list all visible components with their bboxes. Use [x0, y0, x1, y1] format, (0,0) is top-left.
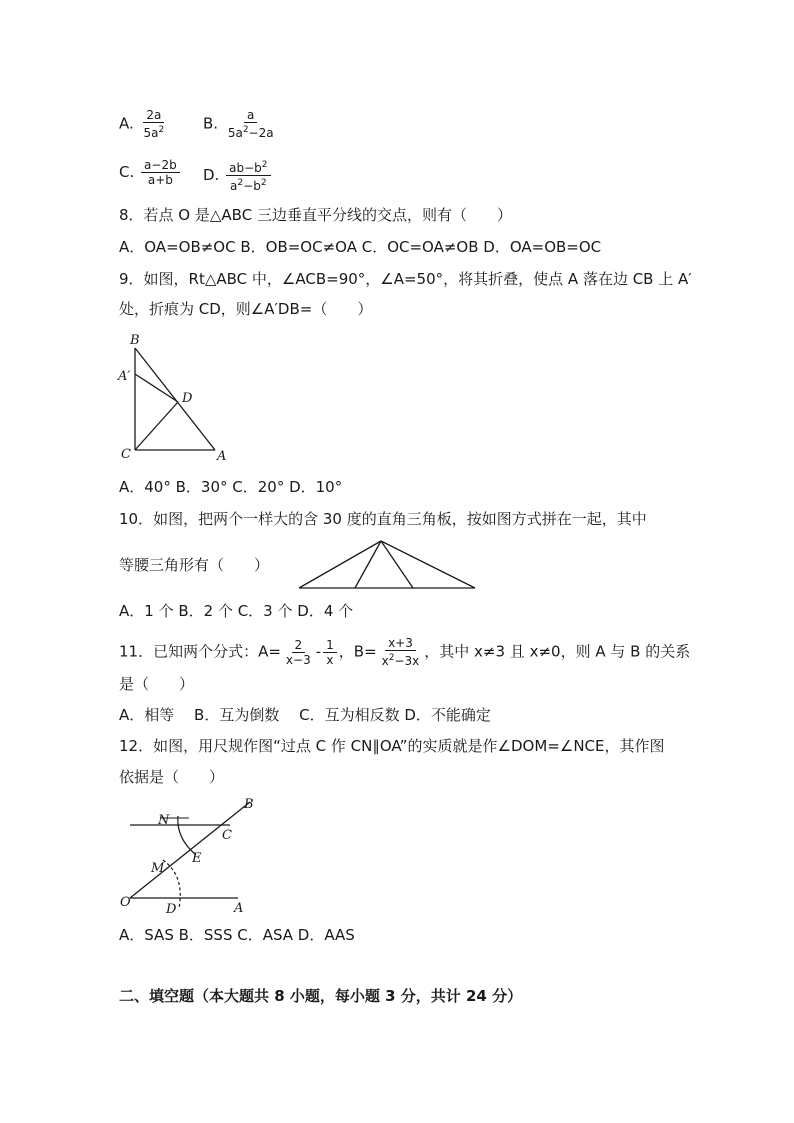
q7-a-den-exp: 2: [158, 125, 165, 135]
q9-stem-line1: 9．如图，Rt△ABC 中，∠ACB=90°，∠A=50°，将其折叠，使点 A 落在边 CB 上 A′: [119, 270, 692, 288]
q9-label-a-prime: A′: [118, 369, 131, 384]
q7-option-a-fraction: [141, 108, 168, 140]
q7-option-c-label: C.: [119, 163, 135, 181]
q7-option-a: [119, 108, 169, 140]
q7-b-den-base: 5a: [227, 126, 243, 140]
q11-stem-post: ，其中 x≠3 且 x≠0，则 A 与 B 的关系: [424, 642, 691, 661]
q7-d-den-mid: −b: [243, 179, 261, 193]
q9-label-c: C: [121, 447, 131, 462]
q7-option-a-label: A.: [119, 114, 134, 133]
q11-fraction-1: [283, 638, 314, 667]
q11-mid: ，B=: [338, 642, 377, 661]
q11-stem: [119, 636, 690, 666]
q10-options: A．1 个 B．2 个 C．3 个 D．4 个: [119, 602, 354, 620]
q11-f3-numerator: x+3: [385, 636, 416, 651]
q7-d-denominator: [227, 176, 270, 193]
q7-d-den-exp: 2: [237, 178, 244, 188]
q7-b-denominator: [225, 123, 277, 140]
q11-f2-denominator: x: [326, 652, 334, 667]
q12-label-b: B: [244, 797, 254, 812]
q9-label-d: D: [182, 391, 193, 406]
q11-options: A．相等 B．互为倒数 C．互为相反数 D．不能确定: [119, 706, 491, 724]
q11-f3-den-base: x: [381, 654, 389, 668]
q12-label-n: N: [158, 813, 170, 828]
q7-option-d-fraction: [226, 158, 270, 193]
q7-option-d: [203, 158, 273, 193]
section-2-title: 二、填空题（本大题共 8 小题，每小题 3 分，共计 24 分）: [119, 987, 523, 1005]
q9-figure: [112, 330, 232, 465]
q7-a-denominator: [141, 123, 168, 140]
q7-c-denominator: a+b: [147, 173, 173, 187]
q12-label-a: A: [234, 901, 244, 916]
q10-stem-line1: 10．如图，把两个一样大的含 30 度的直角三角板，按如图方式拼在一起，其中: [119, 510, 647, 528]
q8-options: A．OA=OB≠OC B．OB=OC≠OA C．OC=OA≠OB D．OA=OB=OC: [119, 238, 602, 256]
q7-option-c: [119, 158, 182, 187]
q11-fraction-2: [323, 638, 337, 667]
q9-options: A．40° B．30° C．20° D．10°: [119, 478, 343, 496]
q12-label-e: E: [192, 851, 202, 866]
q11-stem-pre: 11．已知两个分式：A=: [119, 642, 281, 661]
q12-label-c: C: [222, 828, 232, 843]
q12-arc-ne: [178, 816, 196, 855]
q12-label-m: M: [151, 861, 165, 876]
q7-a-numerator: 2a: [143, 108, 164, 123]
q9-label-a: A: [217, 449, 227, 464]
q12-label-d: D: [166, 902, 177, 917]
q7-b-den-rest: −2a: [248, 126, 274, 140]
q9-side-ab: [135, 348, 215, 450]
q12-arc-md: [163, 860, 180, 908]
q7-d-den-base: a: [230, 179, 238, 193]
q11-f3-denominator: [379, 651, 423, 668]
q11-minus: -: [315, 642, 322, 661]
q7-b-numerator: a: [244, 108, 257, 123]
q11-f2-numerator: 1: [323, 638, 337, 653]
q12-options: A．SAS B．SSS C．ASA D．AAS: [119, 926, 355, 944]
q10-inner-right: [381, 541, 413, 588]
q7-a-den-base: 5a: [143, 126, 159, 140]
q7-d-numerator: [226, 158, 270, 176]
q10-stem-line2: 等腰三角形有（ ）: [119, 556, 270, 574]
q7-d-num-exp: 2: [261, 160, 268, 170]
q11-stem-line2: 是（ ）: [119, 675, 195, 693]
q12-label-o: O: [120, 895, 131, 910]
q12-stem-line2: 依据是（ ）: [119, 768, 225, 786]
q12-stem-line1: 12．如图，用尺规作图“过点 C 作 CN∥OA”的实质就是作∠DOM=∠NCE，其作图: [119, 737, 665, 755]
q7-option-b: [203, 108, 279, 140]
q7-option-d-label: D.: [203, 166, 220, 184]
q10-figure: [295, 536, 480, 594]
q9-stem-line2: 处，折痕为 CD，则∠A′DB=（ ）: [119, 300, 373, 318]
q7-option-c-fraction: [141, 158, 180, 187]
q7-d-den-exp2: 2: [260, 178, 267, 188]
q7-option-b-fraction: [225, 108, 277, 140]
q8-stem: 8．若点 O 是△ABC 三边垂直平分线的交点，则有（ ）: [119, 206, 512, 224]
q11-f3-den-exp: 2: [388, 653, 395, 663]
q11-f3-den-rest: −3x: [394, 654, 420, 668]
q10-right-side: [381, 541, 475, 588]
q9-crease-cd: [135, 402, 178, 450]
q9-segment-a-prime-d: [135, 374, 178, 402]
q7-option-b-label: B.: [203, 114, 219, 133]
q7-b-den-exp: 2: [242, 125, 249, 135]
q7-d-num-base: ab−b: [229, 161, 262, 175]
q11-f1-denominator: x−3: [285, 652, 311, 667]
q12-figure: [112, 792, 257, 917]
q11-f1-numerator: 2: [292, 638, 306, 653]
q11-fraction-3: [379, 636, 423, 668]
q9-label-b: B: [130, 333, 140, 348]
q7-c-numerator: a−2b: [141, 158, 180, 173]
